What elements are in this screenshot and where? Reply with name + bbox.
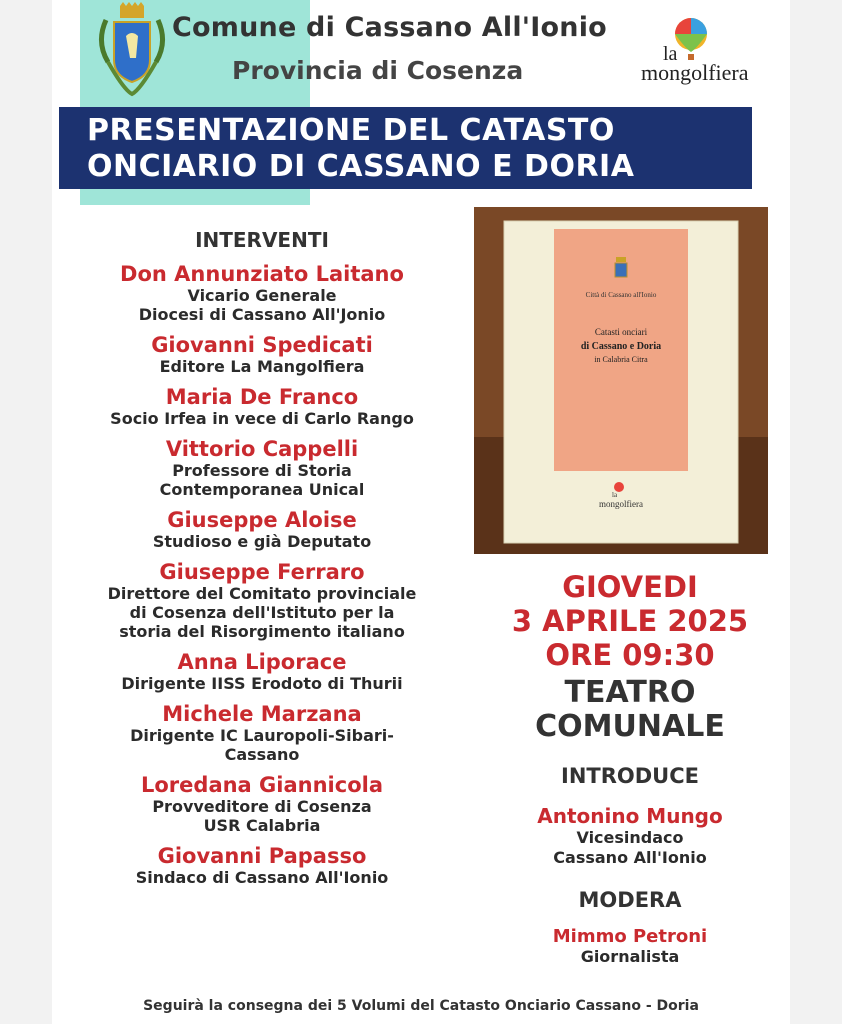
book-title-line-3: in Calabria Citra	[594, 355, 648, 364]
speaker-name: Giuseppe Aloise	[167, 508, 357, 532]
banner-line-1: PRESENTAZIONE DEL CATASTO	[87, 113, 615, 148]
speaker-name: Don Annunziato Laitano	[120, 262, 404, 286]
speaker-item	[52, 773, 472, 835]
introducer-role-2: Cassano All'Ionio	[553, 848, 707, 867]
coat-of-arms-icon	[94, 2, 170, 102]
interventi-heading: INTERVENTI	[195, 228, 329, 252]
book-publisher-top: la	[612, 491, 618, 499]
book-photo	[474, 207, 768, 554]
speaker-item	[52, 650, 472, 693]
speaker-role: Vicario Generale Diocesi di Cassano All'Jonio	[138, 286, 386, 324]
event-poster	[52, 0, 790, 1024]
introducer-name: Antonino Mungo	[537, 804, 723, 828]
provincia-title: Provincia di Cosenza	[232, 56, 524, 85]
speaker-role: Direttore del Comitato provinciale di Cosenza dell'Istituto per la storia del Risorgimento italiano	[107, 584, 417, 641]
event-day: GIOVEDI	[562, 570, 698, 604]
speaker-item	[52, 437, 472, 499]
speaker-item	[52, 385, 472, 428]
introducer-role-1: Vicesindaco	[576, 828, 684, 847]
speaker-name: Giovanni Papasso	[157, 844, 367, 868]
speaker-role: Sindaco di Cassano All'Ionio	[135, 868, 389, 887]
speaker-item	[52, 262, 472, 324]
book-city-text: Città di Cassano all'Ionio	[585, 291, 657, 299]
speaker-item	[52, 844, 472, 887]
book-publisher-bottom: mongolfiera	[599, 499, 643, 509]
modera-label: MODERA	[578, 888, 682, 912]
speaker-role: Dirigente IC Lauropoli-Sibari- Cassano	[130, 726, 394, 764]
speaker-name: Maria De Franco	[165, 385, 359, 409]
speaker-item	[52, 333, 472, 376]
speaker-role: Editore La Mangolfiera	[159, 357, 365, 376]
moderator-name: Mimmo Petroni	[552, 926, 708, 947]
event-date: 3 APRILE 2025	[511, 604, 749, 638]
speaker-name: Loredana Giannicola	[141, 773, 383, 797]
speaker-role: Dirigente IISS Erodoto di Thurii	[121, 674, 403, 693]
speaker-item	[52, 702, 472, 764]
speaker-name: Anna Liporace	[177, 650, 347, 674]
speaker-name: Giuseppe Ferraro	[159, 560, 365, 584]
venue-line-1: TEATRO	[564, 675, 696, 710]
book-crest-icon	[615, 257, 627, 277]
venue-line-2: COMUNALE	[535, 709, 725, 744]
la-mongolfiera-logo	[637, 14, 777, 86]
speaker-item	[52, 508, 472, 551]
book-title-line-1: Catasti onciari	[594, 327, 648, 337]
speaker-name: Michele Marzana	[162, 702, 362, 726]
speaker-role: Provveditore di Cosenza USR Calabria	[152, 797, 372, 835]
speaker-role: Professore di Storia Contemporanea Unical	[159, 461, 365, 499]
event-time: ORE 09:30	[545, 638, 715, 672]
speaker-name: Vittorio Cappelli	[165, 437, 359, 461]
comune-title: Comune di Cassano All'Ionio	[172, 12, 607, 43]
speaker-item	[52, 560, 472, 641]
interventi-section	[52, 228, 472, 896]
speaker-role: Socio Irfea in vece di Carlo Rango	[110, 409, 414, 428]
banner-line-2: ONCIARIO DI CASSANO E DORIA	[87, 149, 635, 184]
book-title-line-2: di Cassano e Doria	[580, 341, 662, 352]
logo-text-bottom: mongolfiera	[641, 60, 749, 85]
event-details	[470, 570, 790, 967]
speaker-name: Giovanni Spedicati	[151, 333, 373, 357]
moderator-role: Giornalista	[580, 947, 680, 966]
introduce-label: INTRODUCE	[561, 764, 699, 788]
title-banner	[59, 107, 752, 189]
speaker-role: Studioso e già Deputato	[152, 532, 372, 551]
footer-note: Seguirà la consegna dei 5 Volumi del Catasto Onciario Cassano - Doria	[143, 998, 699, 1014]
balloon-icon	[675, 18, 707, 60]
logo-text-top: la	[663, 43, 678, 65]
